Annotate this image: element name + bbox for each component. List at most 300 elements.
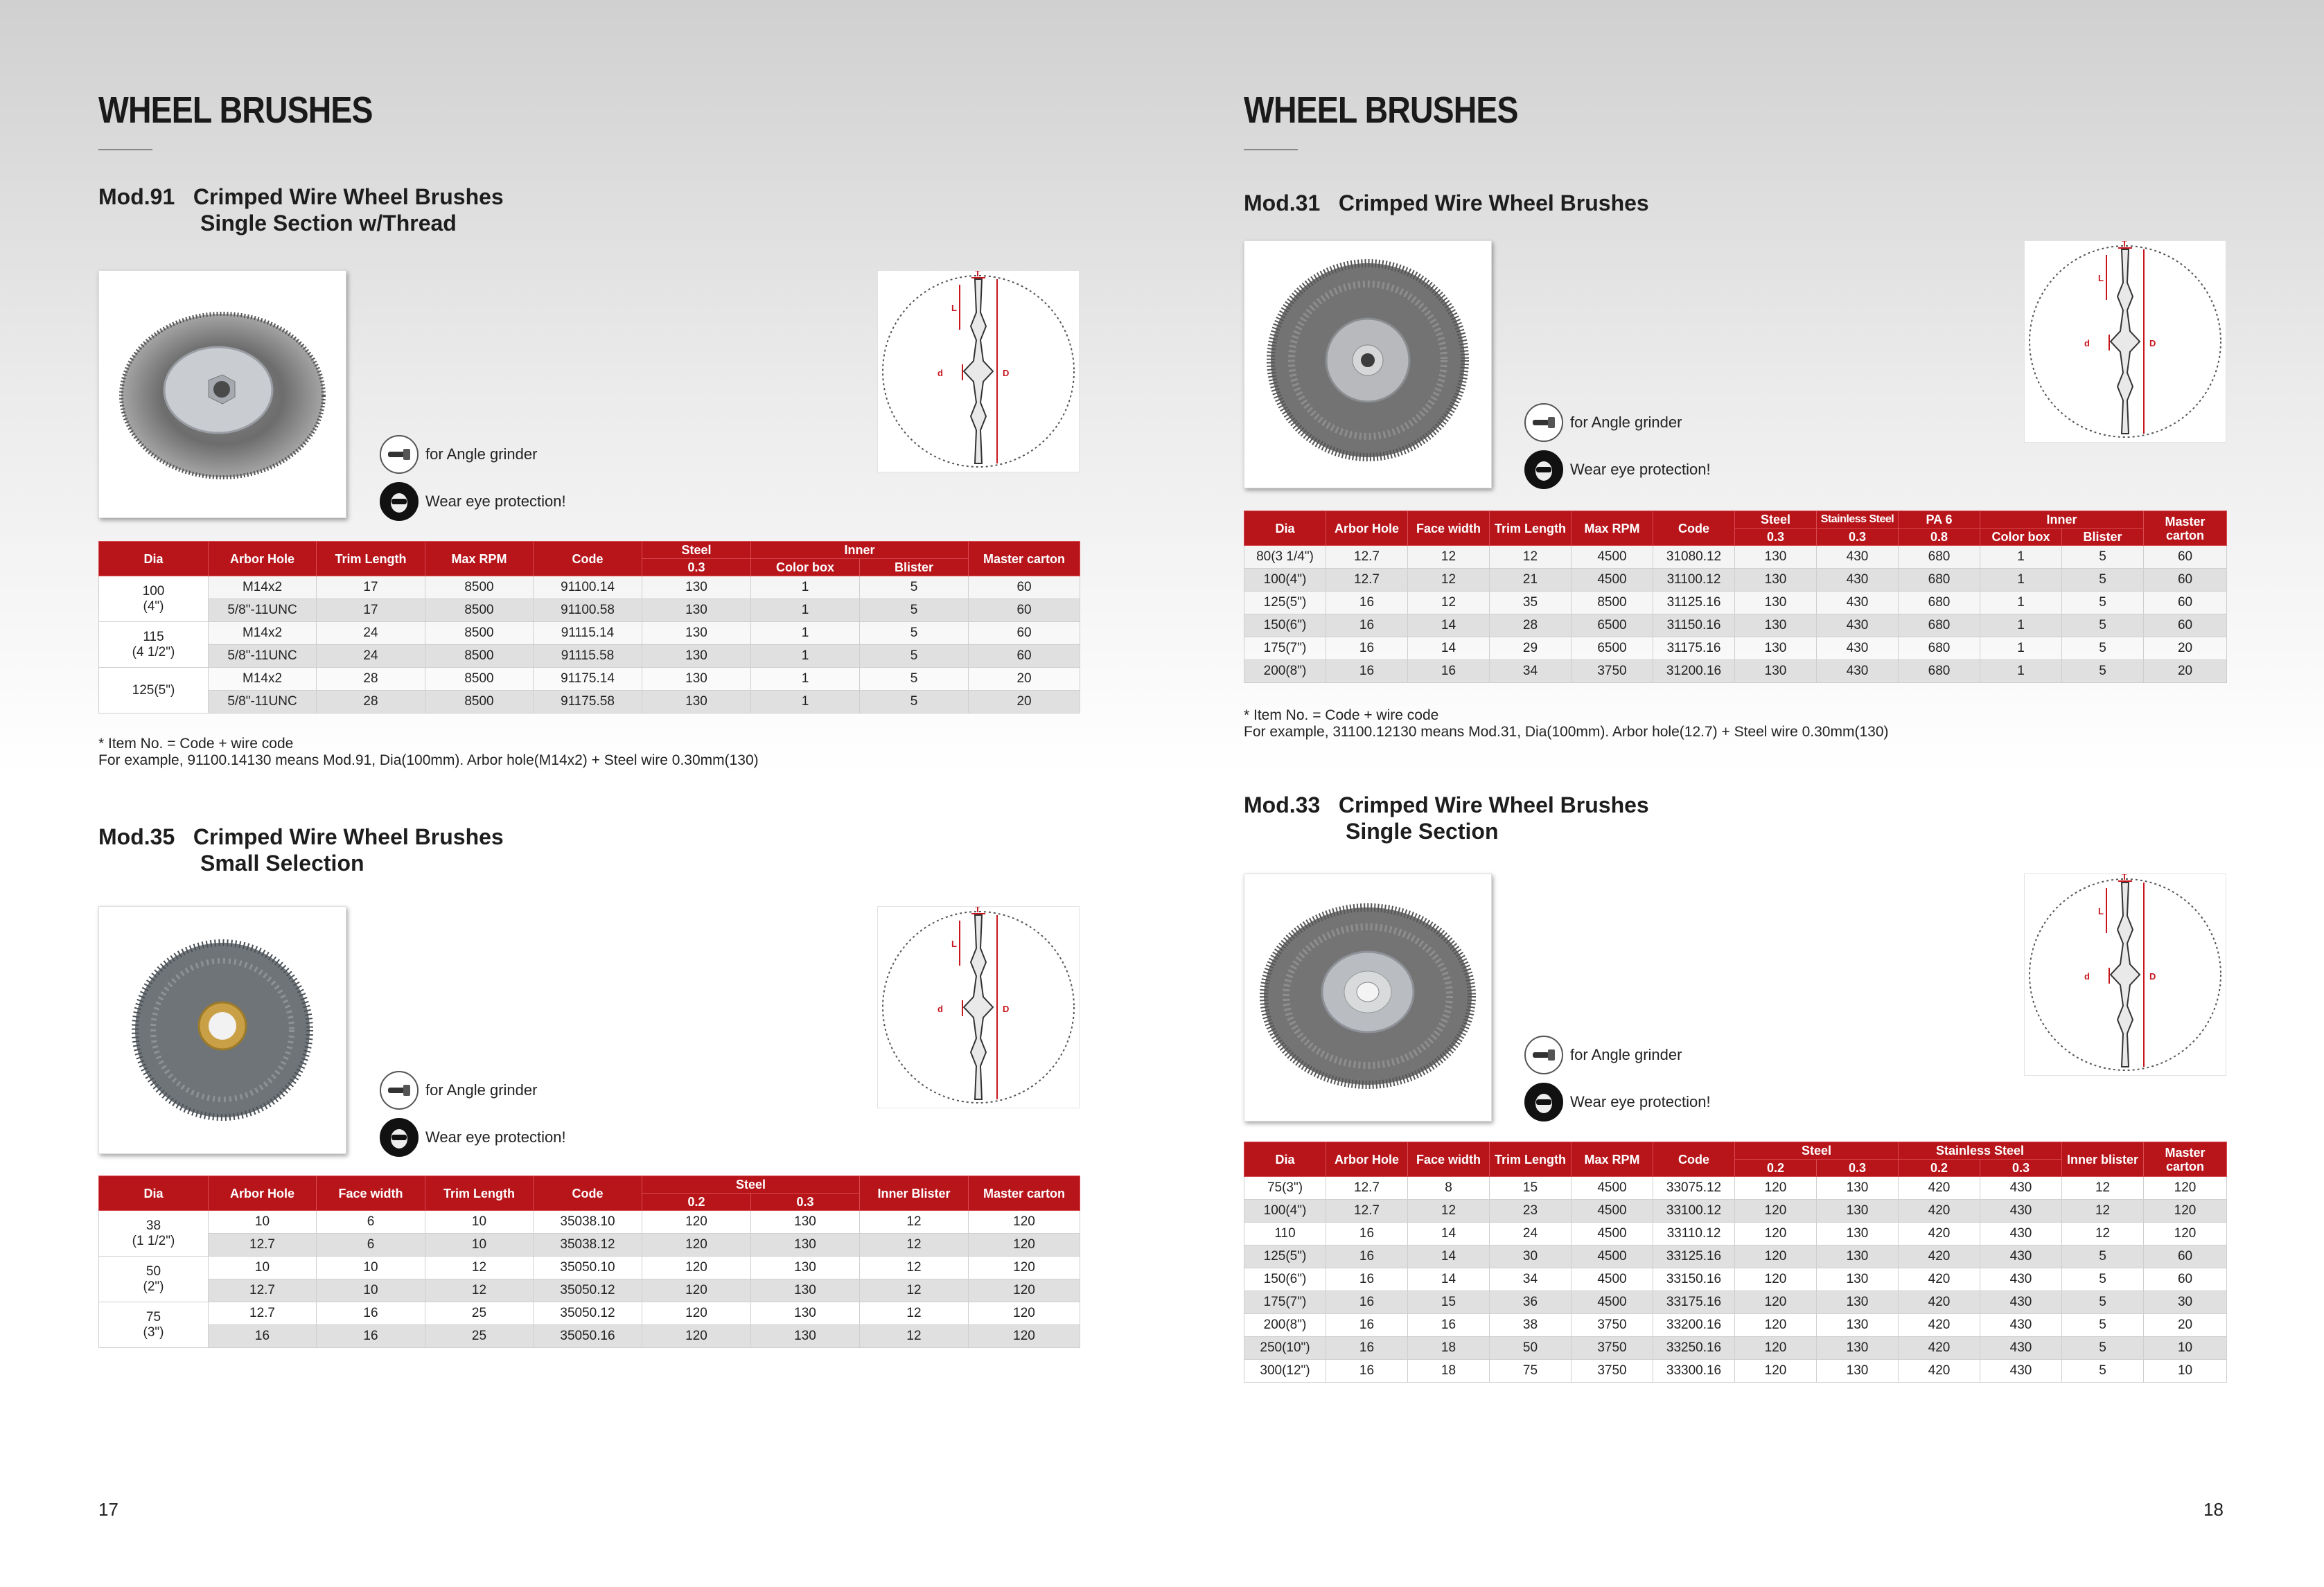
mod35-eye-protection-note [380,1118,566,1157]
th-dia: Dia [99,1176,209,1211]
mod35-heading [98,824,504,876]
label-d-big: D [2149,338,2156,348]
th-arbor: Arbor Hole [209,1176,317,1211]
mod91-note-line1: * Item No. = Code + wire code [98,736,294,752]
table-cell: 33300.16 [1653,1360,1735,1383]
page-title-right: WHEEL BRUSHES [1244,89,1518,131]
mod35-spec-table [98,1176,1080,1348]
th-stainless: Stainless Steel [1817,511,1899,529]
table-cell: M14x2 [209,668,317,691]
table-cell: 175(7") [1244,637,1326,660]
table-cell: 38 (1 1/2") [99,1211,209,1257]
table-cell: 16 [1326,592,1408,614]
mod31-dimension-diagram [2024,240,2226,443]
table-cell: 130 [642,691,751,713]
th-stainless-03: 0.3 [1817,529,1899,546]
label-d-small: d [2084,971,2090,982]
table-cell: 300(12") [1244,1360,1326,1383]
mod91-note-line2: For example, 91100.14130 means Mod.91, Dia(100mm). Arbor hole(M14x2) + Steel wire 0.30mm(130) [98,752,759,768]
table-cell: 130 [1817,1291,1899,1314]
mod33-angle-grinder-note [1524,1036,1682,1074]
th-rpm: Max RPM [425,542,534,576]
table-cell: 20 [969,668,1080,691]
table-cell: 10 [317,1257,425,1279]
table-row [1244,1268,2227,1291]
table-cell: 430 [1980,1360,2062,1383]
table-cell: 130 [751,1234,860,1257]
table-cell: 12 [2062,1223,2144,1245]
table-cell: 130 [642,622,751,645]
table-cell: 18 [1408,1360,1490,1383]
table-cell: 120 [969,1211,1080,1234]
mod33-subtitle: Single Section [1346,819,1499,844]
table-cell: 35050.10 [534,1257,642,1279]
table-cell: 50 (2") [99,1257,209,1302]
eye-protection-icon [1524,450,1563,489]
label-d-big: D [1003,368,1010,378]
table-cell: 35038.12 [534,1234,642,1257]
table-cell: 420 [1899,1177,1980,1200]
table-cell: 430 [1980,1177,2062,1200]
table-cell: 91100.14 [534,576,642,599]
table-cell: 680 [1899,569,1980,592]
table-cell: 120 [642,1279,751,1302]
table-cell: 420 [1899,1360,1980,1383]
table-cell: 130 [751,1279,860,1302]
mod91-eye-protection-note [380,482,566,521]
label-d-big: D [2149,971,2156,982]
table-cell: 1 [751,599,860,622]
table-cell: 1 [751,645,860,668]
table-row [99,1211,1080,1234]
mod91-model: Mod.91 [98,184,175,209]
table-cell: 31080.12 [1653,546,1735,569]
table-cell: 25 [425,1302,534,1325]
table-cell: 420 [1899,1223,1980,1245]
table-cell: 38 [1490,1314,1572,1337]
eye-protection-icon [1524,1083,1563,1121]
table-row [1244,1314,2227,1337]
table-cell: 5/8"-11UNC [209,599,317,622]
table-cell: 16 [1326,614,1408,637]
table-cell: 33200.16 [1653,1314,1735,1337]
table-cell: 31100.12 [1653,569,1735,592]
table-cell: 430 [1817,569,1899,592]
table-cell: 5 [2062,569,2144,592]
mod31-angle-grinder-note [1524,403,1682,442]
table-cell: 24 [1490,1223,1572,1245]
table-cell: 31175.16 [1653,637,1735,660]
th-dia: Dia [1244,1142,1326,1177]
table-cell: 5/8"-11UNC [209,645,317,668]
table-row [1244,592,2227,614]
table-cell: 10 [425,1234,534,1257]
table-cell: 130 [1817,1314,1899,1337]
table-cell: 12.7 [1326,1200,1408,1223]
eye-protection-icon [380,1118,419,1157]
table-cell: 1 [1980,592,2062,614]
table-cell: 5 [2062,1291,2144,1314]
table-cell: 3750 [1572,1337,1653,1360]
table-cell: 12 [1408,592,1490,614]
table-cell: 115 (4 1/2") [99,622,209,668]
table-cell: 120 [969,1234,1080,1257]
label-l: L [2098,273,2104,283]
mod33-heading [1244,792,1649,844]
table-cell: 60 [2144,614,2227,637]
table-row [1244,1337,2227,1360]
table-cell: 4500 [1572,569,1653,592]
th-inner: Inner [1980,511,2144,529]
th-arbor: Arbor Hole [209,542,317,576]
th-steel-03: 0.3 [751,1194,860,1211]
table-cell: 31200.16 [1653,660,1735,683]
table-cell: 5 [860,645,969,668]
table-cell: 6500 [1572,614,1653,637]
label-t: T [2122,241,2127,249]
table-cell: 120 [969,1302,1080,1325]
angle-grinder-label: for Angle grinder [425,445,538,463]
th-steel-03: 0.3 [642,559,751,576]
table-cell: 130 [1817,1268,1899,1291]
label-t: T [975,271,980,278]
table-cell: 34 [1490,660,1572,683]
table-cell: 75 [1490,1360,1572,1383]
table-cell: 120 [969,1279,1080,1302]
th-face: Face width [317,1176,425,1211]
table-cell: 33125.16 [1653,1245,1735,1268]
table-cell: 10 [2144,1337,2227,1360]
table-cell: 12 [860,1279,969,1302]
table-cell: 25 [425,1325,534,1348]
table-cell: 120 [642,1211,751,1234]
table-cell: 14 [1408,1245,1490,1268]
table-cell: 200(8") [1244,1314,1326,1337]
table-cell: 120 [1735,1314,1817,1337]
table-cell: 12.7 [1326,569,1408,592]
table-cell: 5/8"-11UNC [209,691,317,713]
table-cell: 35050.12 [534,1302,642,1325]
table-cell: 130 [642,645,751,668]
table-cell: 6500 [1572,637,1653,660]
table-row [1244,1291,2227,1314]
table-cell: 8500 [425,622,534,645]
table-cell: 29 [1490,637,1572,660]
table-cell: 15 [1408,1291,1490,1314]
table-cell: 1 [751,668,860,691]
table-cell: 1 [1980,546,2062,569]
table-cell: 12 [2062,1177,2144,1200]
table-cell: 430 [1817,637,1899,660]
table-cell: 8500 [425,599,534,622]
table-cell: 5 [2062,1268,2144,1291]
table-cell: 14 [1408,1268,1490,1291]
th-arbor: Arbor Hole [1326,1142,1408,1177]
table-cell: 5 [2062,1314,2144,1337]
mod91-name: Crimped Wire Wheel Brushes [193,184,504,209]
table-cell: 33250.16 [1653,1337,1735,1360]
th-steel-03: 0.3 [1817,1160,1899,1177]
mod31-spec-table [1244,511,2227,683]
mod33-product-photo [1244,874,1492,1121]
table-cell: 1 [1980,637,2062,660]
mod91-heading [98,184,504,236]
table-cell: 120 [2144,1200,2227,1223]
table-cell: 12 [425,1279,534,1302]
table-cell: 60 [969,622,1080,645]
mod91-spec-table [98,541,1080,713]
table-cell: 60 [969,645,1080,668]
table-cell: 16 [1326,1268,1408,1291]
th-inner: Inner [751,542,969,559]
page-number-right: 18 [2203,1499,2224,1520]
table-cell: 4500 [1572,1200,1653,1223]
angle-grinder-label: for Angle grinder [1570,414,1682,431]
table-row [99,576,1080,599]
table-cell: 75(3") [1244,1177,1326,1200]
mod31-heading [1244,190,1649,216]
th-dia: Dia [1244,511,1326,546]
mod91-angle-grinder-note [380,435,537,474]
table-cell: 91115.14 [534,622,642,645]
table-cell: 430 [1980,1291,2062,1314]
table-cell: 120 [642,1234,751,1257]
angle-grinder-icon [380,435,419,474]
table-cell: 80(3 1/4") [1244,546,1326,569]
th-master: Master carton [969,1176,1080,1211]
table-cell: 91100.58 [534,599,642,622]
mod35-angle-grinder-note [380,1071,537,1110]
th-steel: Steel [1735,511,1817,529]
table-row [99,599,1080,622]
table-cell: 24 [317,622,425,645]
table-cell: 75 (3") [99,1302,209,1348]
th-stainless: Stainless Steel [1899,1142,2062,1160]
label-d-small: d [937,1004,943,1014]
table-cell: 15 [1490,1177,1572,1200]
label-d-big: D [1003,1004,1010,1014]
table-cell: 60 [969,576,1080,599]
table-cell: 3750 [1572,660,1653,683]
table-row [1244,1177,2227,1200]
table-cell: 35050.16 [534,1325,642,1348]
table-cell: 20 [2144,1314,2227,1337]
table-row [1244,660,2227,683]
table-cell: 420 [1899,1314,1980,1337]
table-cell: 16 [1326,1245,1408,1268]
table-cell: 130 [642,576,751,599]
table-row [99,691,1080,713]
table-cell: 5 [2062,1245,2144,1268]
table-cell: 120 [642,1257,751,1279]
th-stainless-03: 0.3 [1980,1160,2062,1177]
label-l: L [2098,906,2104,916]
table-row [99,1325,1080,1348]
table-cell: 16 [1408,1314,1490,1337]
table-cell: 16 [1408,660,1490,683]
table-cell: 430 [1817,592,1899,614]
table-cell: 20 [2144,637,2227,660]
mod35-model: Mod.35 [98,824,175,849]
table-cell: 12 [860,1257,969,1279]
table-cell: 33100.12 [1653,1200,1735,1223]
table-cell: 20 [2144,660,2227,683]
table-row [99,1279,1080,1302]
mod35-dimension-diagram [877,906,1080,1108]
table-cell: 12 [1408,569,1490,592]
label-t: T [975,907,980,914]
table-cell: 4500 [1572,1245,1653,1268]
mod35-subtitle: Small Selection [200,851,364,876]
page-number-left: 17 [98,1499,118,1520]
table-cell: 5 [2062,546,2144,569]
table-cell: 18 [1408,1337,1490,1360]
table-row [99,622,1080,645]
table-cell: 60 [2144,592,2227,614]
table-cell: 430 [1980,1200,2062,1223]
mod31-table-body [1244,546,2227,683]
table-row [1244,1200,2227,1223]
table-cell: 17 [317,576,425,599]
table-cell: 33175.16 [1653,1291,1735,1314]
table-cell: 30 [1490,1245,1572,1268]
table-cell: 130 [1735,569,1817,592]
th-rpm: Max RPM [1572,511,1653,546]
table-cell: 14 [1408,1223,1490,1245]
th-inner: Inner blister [2062,1142,2144,1177]
angle-grinder-label: for Angle grinder [425,1081,538,1099]
mod91-subtitle: Single Section w/Thread [200,211,457,236]
table-cell: 5 [860,691,969,713]
table-cell: 12.7 [1326,1177,1408,1200]
table-cell: 30 [2144,1291,2227,1314]
th-steel: Steel [642,1176,860,1194]
table-cell: 100 (4") [99,576,209,622]
table-cell: 130 [1817,1223,1899,1245]
th-steel-02: 0.2 [642,1194,751,1211]
table-cell: 3750 [1572,1360,1653,1383]
table-cell: 16 [1326,1291,1408,1314]
table-cell: 430 [1817,546,1899,569]
table-cell: 120 [1735,1337,1817,1360]
table-cell: 120 [642,1325,751,1348]
table-cell: 680 [1899,614,1980,637]
table-cell: 1 [751,691,860,713]
th-pa6: PA 6 [1899,511,1980,529]
table-cell: 20 [969,691,1080,713]
table-cell: 130 [1735,637,1817,660]
table-row [1244,1245,2227,1268]
table-cell: 680 [1899,546,1980,569]
table-cell: 120 [642,1302,751,1325]
title-rule-left [98,149,152,150]
table-row [99,668,1080,691]
mod31-note [1244,707,1889,741]
table-cell: 150(6") [1244,614,1326,637]
table-cell: 12 [860,1234,969,1257]
table-cell: 130 [1817,1200,1899,1223]
mod31-model: Mod.31 [1244,190,1321,215]
table-cell: 31150.16 [1653,614,1735,637]
table-cell: 16 [1326,1314,1408,1337]
mod33-dimension-diagram [2024,874,2226,1076]
table-row [99,1257,1080,1279]
table-cell: 12.7 [1326,546,1408,569]
table-cell: 5 [2062,637,2144,660]
table-cell: 430 [1980,1245,2062,1268]
mod91-dimension-diagram [877,270,1080,472]
table-cell: 120 [1735,1360,1817,1383]
table-cell: 10 [425,1211,534,1234]
angle-grinder-icon [1524,403,1563,442]
mod33-spec-table [1244,1142,2227,1383]
table-row [1244,637,2227,660]
table-cell: 60 [2144,546,2227,569]
table-cell: 12.7 [209,1234,317,1257]
mod91-note [98,736,759,769]
mod91-product-photo [98,270,346,518]
label-d-small: d [2084,338,2090,348]
table-cell: 91115.58 [534,645,642,668]
angle-grinder-icon [380,1071,419,1110]
table-cell: 420 [1899,1200,1980,1223]
table-cell: 1 [751,622,860,645]
table-cell: 10 [317,1279,425,1302]
table-cell: 60 [2144,1268,2227,1291]
table-cell: 6 [317,1211,425,1234]
table-cell: 91175.58 [534,691,642,713]
th-pa6-08: 0.8 [1899,529,1980,546]
table-cell: 5 [860,576,969,599]
table-cell: 16 [1326,637,1408,660]
table-cell: 430 [1980,1337,2062,1360]
table-cell: 1 [1980,569,2062,592]
table-cell: 8 [1408,1177,1490,1200]
table-cell: 130 [1817,1337,1899,1360]
table-cell: 130 [1817,1177,1899,1200]
page-title-left: WHEEL BRUSHES [98,89,373,131]
table-cell: 33075.12 [1653,1177,1735,1200]
table-cell: 130 [1817,1360,1899,1383]
table-cell: 430 [1980,1268,2062,1291]
table-cell: 430 [1817,614,1899,637]
mod33-model: Mod.33 [1244,792,1321,817]
table-cell: 14 [1408,614,1490,637]
angle-grinder-label: for Angle grinder [1570,1046,1682,1063]
th-face: Face width [1408,1142,1490,1177]
mod31-note-line2: For example, 31100.12130 means Mod.31, Dia(100mm). Arbor hole(12.7) + Steel wire 0.30mm(130) [1244,724,1889,740]
table-cell: 120 [2144,1177,2227,1200]
table-cell: 8500 [425,668,534,691]
th-code: Code [1653,1142,1735,1177]
table-cell: 130 [751,1325,860,1348]
table-cell: 12 [1408,1200,1490,1223]
table-cell: 420 [1899,1268,1980,1291]
table-cell: 175(7") [1244,1291,1326,1314]
table-cell: 120 [969,1257,1080,1279]
table-cell: 35050.12 [534,1279,642,1302]
table-cell: 12 [1408,546,1490,569]
table-cell: 120 [969,1325,1080,1348]
table-row [1244,1360,2227,1383]
table-cell: 16 [1326,1337,1408,1360]
th-steel-02: 0.2 [1735,1160,1817,1177]
table-cell: 12 [860,1302,969,1325]
table-cell: 28 [1490,614,1572,637]
table-cell: 125(5") [99,668,209,713]
table-cell: 200(8") [1244,660,1326,683]
table-cell: 23 [1490,1200,1572,1223]
